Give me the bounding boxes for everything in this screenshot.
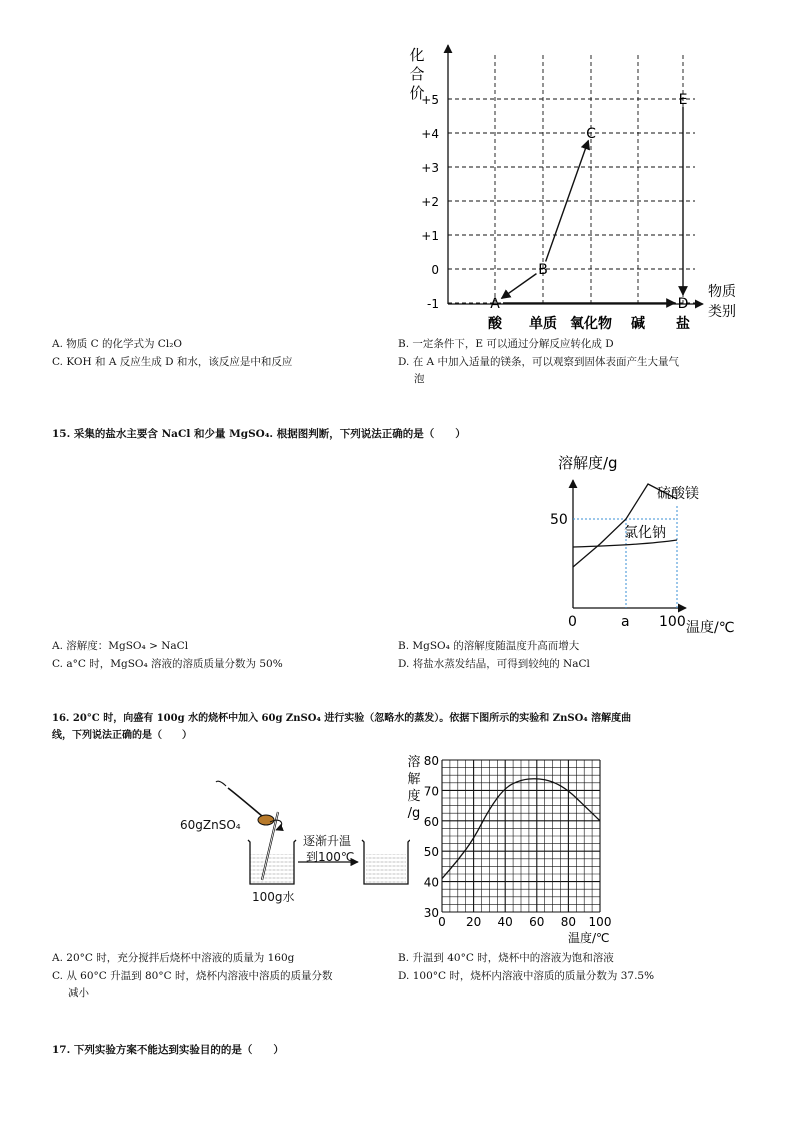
q16-y-tick: 50 [423,845,439,860]
q16-x-label: 温度/℃ [568,931,610,945]
q16-grid [442,760,600,912]
q16-y-label-char: 度 [407,789,421,804]
q15-solubility-chart [540,446,755,638]
q14-option-d[interactable]: D. 在 A 中加入适量的镁条，可以观察到固体表面产生大量气 [398,356,679,368]
q14-option-a[interactable]: A. 物质 C 的化学式为 Cl₂O [52,338,183,350]
q14-y-label-char: 价 [409,84,425,102]
q16-option-d[interactable]: D. 100°C 时，烧杯内溶液中溶质的质量分数为 37.5% [398,970,655,982]
q14-x-ticks [488,315,690,332]
q16-y-ticks [424,754,439,920]
q16-y-tick: 80 [423,754,439,768]
q15-series-mgso4: 硫酸镁 [657,486,699,502]
q14-y-tick: +3 [421,161,439,175]
q16-x-tick: 80 [560,915,577,929]
q16-y-label-char: 解 [407,772,421,787]
q15-y-tick-50: 50 [550,512,568,528]
q16-option-c-cont: 减小 [68,987,89,999]
q15-x-label: 温度/℃ [686,620,735,636]
q14-y-tick: -1 [427,297,439,311]
q14-point-E: E [678,92,688,108]
q16-y-label [407,754,420,821]
q16-water-label: 100g水 [252,890,295,904]
beaker-1-liquid [250,854,294,884]
q14-y-tick: +2 [421,195,439,209]
q15-y-label: 溶解度/g [558,454,618,472]
q14-option-d-cont: 泡 [414,373,425,385]
q16-stem-line1: 16. 20°C 时，向盛有 100g 水的烧杯中加入 60g ZnSO₄ 进行实验（忽略水的蒸发）。依据下图所示的实验和 ZnSO₄ 溶解度曲 [52,713,632,724]
q14-x-tick: 碱 [631,316,645,332]
q16-step2-label: 到100℃ [306,850,355,864]
q14-point-C: C [586,126,596,142]
q16-option-b[interactable]: B. 升温到 40°C 时，烧杯中的溶液为饱和溶液 [398,952,614,964]
q14-x-tick: 盐 [676,316,690,332]
q14-y-tick: +1 [421,229,439,243]
q16-solubility-chart [400,748,620,948]
q16-y-tick: 30 [423,906,439,920]
q14-x-label-2: 类别 [708,304,736,320]
q14-point-A: A [490,296,500,312]
q14-y-ticks [421,93,439,311]
q16-x-tick: 40 [497,915,513,929]
q15-option-a[interactable]: A. 溶解度：MgSO₄ > NaCl [52,640,189,652]
q15-stem: 15. 采集的盐水主要含 NaCl 和少量 MgSO₄. 根据图判断，下列说法正确的是（ ） [52,428,466,440]
q16-stem-line2: 线，下列说法正确的是（ ） [52,730,192,741]
q14-y-label [409,46,424,102]
q16-y-label-char: /g [407,806,421,821]
q17-stem: 17. 下列实验方案不能达到实验目的的是（ ） [52,1044,284,1056]
q16-x-ticks [438,915,611,929]
q16-y-label-char: 溶 [407,755,421,770]
q14-point-D: D [677,296,689,312]
q14-y-tick: +5 [421,93,439,107]
q15-x-tick-a: a [621,614,630,630]
q16-x-tick: 0 [438,915,446,929]
q15-option-c[interactable]: C. a°C 时，MgSO₄ 溶液的溶质质量分数为 50% [52,658,283,670]
q14-y-label-char: 化 [409,46,425,64]
q16-x-tick: 60 [529,915,545,929]
q15-option-b[interactable]: B. MgSO₄ 的溶解度随温度升高而增大 [398,640,580,652]
zinc-sulfate-powder-icon [258,815,274,825]
spoon-icon [228,788,262,816]
q16-step1-label: 逐渐升温 [303,834,352,848]
q16-x-tick: 100 [588,915,612,929]
q16-reagent-label: 60gZnSO₄ [180,818,241,832]
q15-x-tick-100: 100 [659,614,686,630]
q14-y-tick: +4 [421,127,439,141]
q16-x-tick: 20 [465,915,482,929]
q14-x-tick: 单质 [529,316,557,332]
q14-x-tick: 酸 [488,316,502,332]
q14-x-tick: 氧化物 [570,316,612,332]
q16-option-c[interactable]: C. 从 60°C 升温到 80°C 时，烧杯内溶液中溶质的质量分数 [52,970,333,982]
q14-option-c[interactable]: C. KOH 和 A 反应生成 D 和水，该反应是中和反应 [52,356,293,368]
q16-option-a[interactable]: A. 20°C 时，充分搅拌后烧杯中溶液的质量为 160g [52,952,295,964]
q14-x-label-1: 物质 [708,284,736,300]
q14-y-label-char: 合 [409,65,425,83]
q16-y-tick: 60 [423,814,439,829]
q14-points [490,92,688,312]
q15-nacl-curve [573,540,677,547]
q14-point-B: B [538,262,548,278]
q14-grid [448,55,695,304]
q16-y-tick: 70 [423,784,439,799]
q15-x-tick-0: 0 [568,614,577,630]
q16-y-tick: 40 [423,875,439,890]
q14-arrow-B-A [502,274,537,299]
q14-y-tick: 0 [431,263,439,277]
q14-option-b[interactable]: B. 一定条件下，E 可以通过分解反应转化成 D [398,338,614,350]
q15-option-d[interactable]: D. 将盐水蒸发结晶，可得到较纯的 NaCl [398,658,590,670]
q15-series-nacl: 氯化钠 [624,525,666,541]
q14-valence-chart [395,40,745,340]
